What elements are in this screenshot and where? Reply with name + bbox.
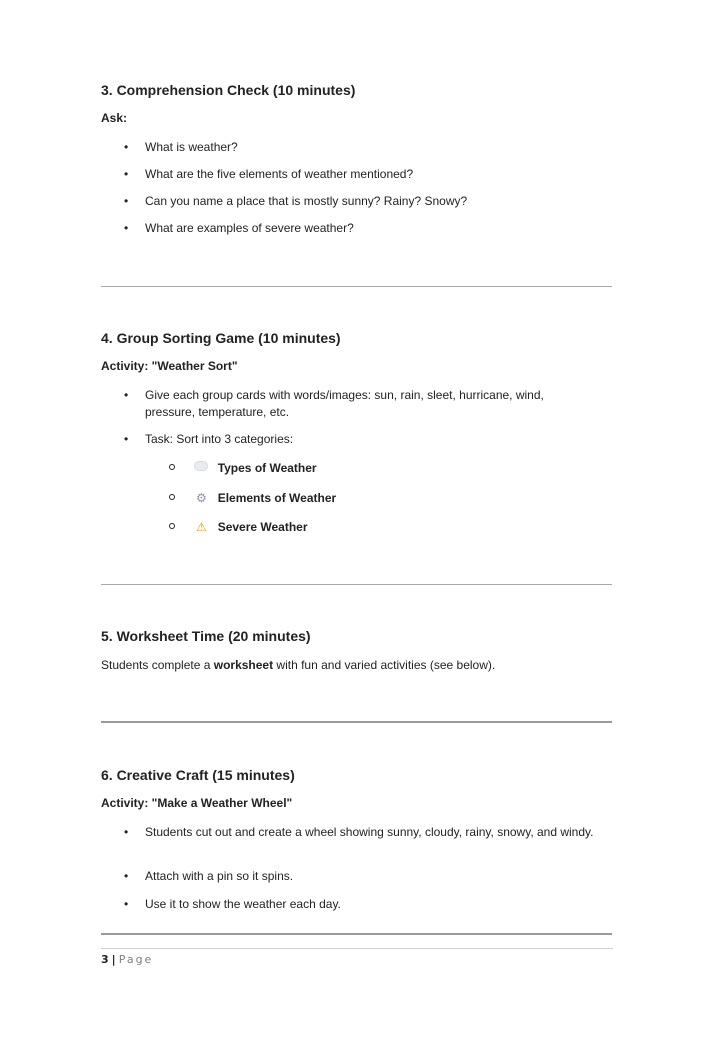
circle-bullet-icon xyxy=(169,464,175,470)
section-paragraph: Students complete a worksheet with fun and varied activities (see below). xyxy=(101,658,496,672)
section-heading-group-sorting-game: 4. Group Sorting Game (10 minutes) xyxy=(101,330,341,346)
list-item: • Give each group cards with words/images: sun, rain, sleet, hurricane, wind, pressure, temperature, etc. xyxy=(124,388,544,419)
bullet-icon: • xyxy=(124,869,129,883)
list-item: • Can you name a place that is mostly sunny? Rainy? Snowy? xyxy=(124,194,468,208)
section-divider xyxy=(101,721,612,723)
list-item: • What are examples of severe weather? xyxy=(124,221,354,235)
bullet-icon: • xyxy=(124,432,129,446)
footer-divider xyxy=(101,948,613,949)
circle-bullet-icon xyxy=(169,523,175,529)
section-divider xyxy=(101,286,612,287)
bullet-icon: • xyxy=(124,194,129,208)
section-heading-creative-craft: 6. Creative Craft (15 minutes) xyxy=(101,767,295,783)
footer-separator: | xyxy=(111,953,116,966)
page-word: Page xyxy=(118,953,154,966)
bullet-icon: • xyxy=(124,221,129,235)
section-divider xyxy=(101,933,612,935)
list-item: • Attach with a pin so it spins. xyxy=(124,869,294,883)
cloud-icon xyxy=(194,461,208,475)
bullet-icon: • xyxy=(124,388,129,402)
warning-icon: ⚠ xyxy=(195,519,207,534)
list-item: • What is weather? xyxy=(124,140,238,154)
page-footer xyxy=(101,953,153,966)
sub-list-item-elements-of-weather: ⚙ Elements of Weather xyxy=(169,490,336,505)
section-label-activity: Activity: "Weather Sort" xyxy=(101,359,238,373)
list-item: • Use it to show the weather each day. xyxy=(124,897,341,911)
sub-list-item-severe-weather: ⚠ Severe Weather xyxy=(169,519,308,534)
section-label-ask: Ask: xyxy=(101,111,128,125)
section-heading-worksheet-time: 5. Worksheet Time (20 minutes) xyxy=(101,628,311,644)
list-item: • What are the five elements of weather mentioned? xyxy=(124,167,414,181)
bullet-icon: • xyxy=(124,825,129,839)
page-number: 3 xyxy=(101,953,109,966)
section-divider xyxy=(101,584,612,585)
circle-bullet-icon xyxy=(169,494,175,500)
gear-icon: ⚙ xyxy=(195,490,207,505)
bullet-icon: • xyxy=(124,167,129,181)
list-item: • Students cut out and create a wheel showing sunny, cloudy, rainy, snowy, and windy. xyxy=(124,825,594,839)
list-item: • Task: Sort into 3 categories: xyxy=(124,432,294,446)
sub-list-item-types-of-weather: Types of Weather xyxy=(169,460,317,475)
section-heading-comprehension-check: 3. Comprehension Check (10 minutes) xyxy=(101,82,356,98)
bullet-icon: • xyxy=(124,897,129,911)
section-label-activity: Activity: "Make a Weather Wheel" xyxy=(101,796,293,810)
bullet-icon: • xyxy=(124,140,129,154)
